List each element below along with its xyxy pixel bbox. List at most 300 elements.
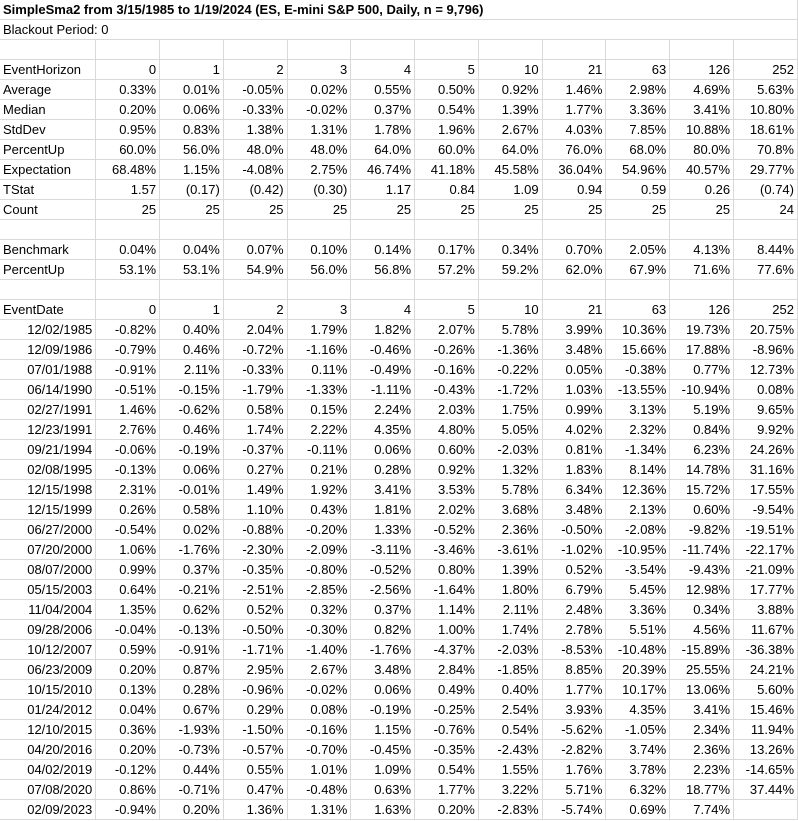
stats-value-cell[interactable]: -0.02% xyxy=(287,100,351,120)
event-value-cell[interactable]: 2.76% xyxy=(96,420,160,440)
stats-row-label[interactable]: Median xyxy=(0,100,96,120)
benchmark-value-cell[interactable]: 0.17% xyxy=(415,240,479,260)
event-value-cell[interactable]: 1.14% xyxy=(415,600,479,620)
event-value-cell[interactable]: 3.88% xyxy=(734,600,798,620)
stats-row-label[interactable]: Count xyxy=(0,200,96,220)
event-value-cell[interactable]: 5.05% xyxy=(478,420,542,440)
empty-cell[interactable] xyxy=(542,40,606,60)
event-value-cell[interactable]: 0.60% xyxy=(670,500,734,520)
event-value-cell[interactable]: 1.83% xyxy=(542,460,606,480)
stats-value-cell[interactable]: 45.58% xyxy=(478,160,542,180)
stats-value-cell[interactable]: 56.0% xyxy=(160,140,224,160)
event-value-cell[interactable]: -0.15% xyxy=(160,380,224,400)
event-value-cell[interactable]: -0.51% xyxy=(96,380,160,400)
event-value-cell[interactable]: 4.35% xyxy=(351,420,415,440)
stats-value-cell[interactable]: 64.0% xyxy=(478,140,542,160)
event-value-cell[interactable]: 3.99% xyxy=(542,320,606,340)
event-value-cell[interactable]: 0.21% xyxy=(287,460,351,480)
event-value-cell[interactable]: 3.48% xyxy=(542,500,606,520)
event-value-cell[interactable]: 1.76% xyxy=(542,760,606,780)
stats-value-cell[interactable]: 68.0% xyxy=(606,140,670,160)
event-value-cell[interactable]: -2.03% xyxy=(478,640,542,660)
horizon-header-cell[interactable]: 5 xyxy=(415,60,479,80)
event-value-cell[interactable]: -0.91% xyxy=(160,640,224,660)
event-value-cell[interactable]: 0.36% xyxy=(96,720,160,740)
event-value-cell[interactable]: 3.78% xyxy=(606,760,670,780)
event-date-cell[interactable]: 02/09/2023 xyxy=(0,800,96,820)
event-value-cell[interactable]: 5.71% xyxy=(542,780,606,800)
event-value-cell[interactable]: 3.68% xyxy=(478,500,542,520)
event-value-cell[interactable]: -1.16% xyxy=(287,340,351,360)
stats-value-cell[interactable]: 0.01% xyxy=(160,80,224,100)
event-date-cell[interactable]: 02/27/1991 xyxy=(0,400,96,420)
event-value-cell[interactable]: -15.89% xyxy=(670,640,734,660)
event-value-cell[interactable]: 10.17% xyxy=(606,680,670,700)
event-date-cell[interactable]: 07/20/2000 xyxy=(0,540,96,560)
event-value-cell[interactable]: 3.74% xyxy=(606,740,670,760)
event-value-cell[interactable]: -0.13% xyxy=(160,620,224,640)
stats-value-cell[interactable]: (0.30) xyxy=(287,180,351,200)
event-value-cell[interactable]: 0.11% xyxy=(287,360,351,380)
horizon-header-cell[interactable]: 63 xyxy=(606,300,670,320)
benchmark-row-label[interactable]: PercentUp xyxy=(0,260,96,280)
event-value-cell[interactable]: 3.53% xyxy=(415,480,479,500)
event-value-cell[interactable]: 0.20% xyxy=(96,740,160,760)
stats-value-cell[interactable]: -0.33% xyxy=(223,100,287,120)
stats-value-cell[interactable]: 3.36% xyxy=(606,100,670,120)
event-value-cell[interactable]: 1.32% xyxy=(478,460,542,480)
event-value-cell[interactable]: -1.64% xyxy=(415,580,479,600)
stats-value-cell[interactable]: 10.80% xyxy=(734,100,798,120)
stats-value-cell[interactable]: 25 xyxy=(415,200,479,220)
event-value-cell[interactable]: 0.77% xyxy=(670,360,734,380)
stats-value-cell[interactable]: 0.02% xyxy=(287,80,351,100)
horizon-header-cell[interactable]: 1 xyxy=(160,60,224,80)
stats-value-cell[interactable]: 68.48% xyxy=(96,160,160,180)
event-value-cell[interactable]: -2.56% xyxy=(351,580,415,600)
event-value-cell[interactable]: 37.44% xyxy=(734,780,798,800)
event-value-cell[interactable]: -14.65% xyxy=(734,760,798,780)
event-date-cell[interactable]: 12/10/2015 xyxy=(0,720,96,740)
event-value-cell[interactable]: -0.76% xyxy=(415,720,479,740)
event-value-cell[interactable]: 1.00% xyxy=(415,620,479,640)
event-value-cell[interactable]: -1.40% xyxy=(287,640,351,660)
event-value-cell[interactable]: 14.78% xyxy=(670,460,734,480)
event-value-cell[interactable]: -0.88% xyxy=(223,520,287,540)
empty-cell[interactable] xyxy=(160,220,224,240)
event-value-cell[interactable]: 18.77% xyxy=(670,780,734,800)
horizon-header-cell[interactable]: 2 xyxy=(223,60,287,80)
empty-cell[interactable] xyxy=(160,280,224,300)
benchmark-value-cell[interactable]: 0.04% xyxy=(160,240,224,260)
event-value-cell[interactable]: 0.59% xyxy=(96,640,160,660)
event-value-cell[interactable]: -8.96% xyxy=(734,340,798,360)
event-value-cell[interactable]: -2.51% xyxy=(223,580,287,600)
event-value-cell[interactable]: -0.94% xyxy=(96,800,160,820)
stats-value-cell[interactable]: 1.39% xyxy=(478,100,542,120)
event-value-cell[interactable]: 2.48% xyxy=(542,600,606,620)
event-value-cell[interactable]: -36.38% xyxy=(734,640,798,660)
event-value-cell[interactable]: -13.55% xyxy=(606,380,670,400)
stats-value-cell[interactable]: -4.08% xyxy=(223,160,287,180)
empty-cell[interactable] xyxy=(415,280,479,300)
event-value-cell[interactable]: -1.79% xyxy=(223,380,287,400)
event-value-cell[interactable]: -5.74% xyxy=(542,800,606,820)
event-value-cell[interactable]: 3.36% xyxy=(606,600,670,620)
event-value-cell[interactable]: 0.06% xyxy=(160,460,224,480)
event-value-cell[interactable]: 6.34% xyxy=(542,480,606,500)
benchmark-value-cell[interactable]: 0.07% xyxy=(223,240,287,260)
benchmark-value-cell[interactable]: 71.6% xyxy=(670,260,734,280)
event-value-cell[interactable]: 1.77% xyxy=(542,680,606,700)
event-value-cell[interactable]: 1.75% xyxy=(478,400,542,420)
stats-value-cell[interactable]: 2.98% xyxy=(606,80,670,100)
event-date-cell[interactable]: 10/15/2010 xyxy=(0,680,96,700)
horizon-header-cell[interactable]: 252 xyxy=(734,60,798,80)
event-value-cell[interactable]: 2.95% xyxy=(223,660,287,680)
event-value-cell[interactable]: 1.39% xyxy=(478,560,542,580)
event-value-cell[interactable]: 0.27% xyxy=(223,460,287,480)
event-value-cell[interactable]: 4.80% xyxy=(415,420,479,440)
event-value-cell[interactable]: 3.22% xyxy=(478,780,542,800)
horizon-header-cell[interactable]: 3 xyxy=(287,300,351,320)
stats-value-cell[interactable]: 1.77% xyxy=(542,100,606,120)
event-value-cell[interactable]: -3.11% xyxy=(351,540,415,560)
event-value-cell[interactable]: 2.11% xyxy=(478,600,542,620)
event-value-cell[interactable]: 0.05% xyxy=(542,360,606,380)
event-value-cell[interactable]: 17.77% xyxy=(734,580,798,600)
stats-value-cell[interactable]: (0.74) xyxy=(734,180,798,200)
empty-cell[interactable] xyxy=(351,40,415,60)
event-value-cell[interactable]: 6.23% xyxy=(670,440,734,460)
event-value-cell[interactable]: 0.52% xyxy=(223,600,287,620)
event-value-cell[interactable]: -8.53% xyxy=(542,640,606,660)
stats-value-cell[interactable]: 1.46% xyxy=(542,80,606,100)
report-title[interactable]: SimpleSma2 from 3/15/1985 to 1/19/2024 (ES, E-mini S&P 500, Daily, n = 9,796) xyxy=(0,0,798,20)
event-value-cell[interactable]: 0.37% xyxy=(160,560,224,580)
stats-value-cell[interactable]: 7.85% xyxy=(606,120,670,140)
stats-row-label[interactable]: StdDev xyxy=(0,120,96,140)
benchmark-value-cell[interactable]: 4.13% xyxy=(670,240,734,260)
stats-value-cell[interactable]: 0.54% xyxy=(415,100,479,120)
event-value-cell[interactable]: -22.17% xyxy=(734,540,798,560)
horizon-header-cell[interactable]: 126 xyxy=(670,300,734,320)
event-value-cell[interactable]: 5.45% xyxy=(606,580,670,600)
horizon-header-label[interactable]: EventHorizon xyxy=(0,60,96,80)
event-value-cell[interactable]: -1.76% xyxy=(351,640,415,660)
horizon-header-cell[interactable]: 21 xyxy=(542,60,606,80)
event-value-cell[interactable]: 3.41% xyxy=(351,480,415,500)
event-value-cell[interactable]: 0.67% xyxy=(160,700,224,720)
event-value-cell[interactable]: 2.54% xyxy=(478,700,542,720)
benchmark-value-cell[interactable]: 62.0% xyxy=(542,260,606,280)
stats-value-cell[interactable]: 46.74% xyxy=(351,160,415,180)
event-value-cell[interactable]: -0.72% xyxy=(223,340,287,360)
event-value-cell[interactable]: 3.48% xyxy=(351,660,415,680)
event-value-cell[interactable]: -2.83% xyxy=(478,800,542,820)
empty-cell[interactable] xyxy=(734,220,798,240)
empty-cell[interactable] xyxy=(415,220,479,240)
empty-cell[interactable] xyxy=(542,220,606,240)
empty-cell[interactable] xyxy=(542,280,606,300)
empty-cell[interactable] xyxy=(0,280,96,300)
benchmark-value-cell[interactable]: 0.14% xyxy=(351,240,415,260)
event-date-cell[interactable]: 06/23/2009 xyxy=(0,660,96,680)
empty-cell[interactable] xyxy=(287,40,351,60)
event-value-cell[interactable]: 7.74% xyxy=(670,800,734,820)
benchmark-row-label[interactable]: Benchmark xyxy=(0,240,96,260)
horizon-header-cell[interactable]: 126 xyxy=(670,60,734,80)
event-value-cell[interactable]: 2.24% xyxy=(351,400,415,420)
event-value-cell[interactable]: -0.48% xyxy=(287,780,351,800)
stats-value-cell[interactable]: 1.38% xyxy=(223,120,287,140)
empty-cell[interactable] xyxy=(287,220,351,240)
benchmark-value-cell[interactable]: 0.70% xyxy=(542,240,606,260)
event-value-cell[interactable]: 2.11% xyxy=(160,360,224,380)
event-value-cell[interactable]: 0.92% xyxy=(415,460,479,480)
event-value-cell[interactable]: -0.25% xyxy=(415,700,479,720)
event-value-cell[interactable]: 10.36% xyxy=(606,320,670,340)
event-value-cell[interactable]: 0.37% xyxy=(351,600,415,620)
stats-value-cell[interactable]: 5.63% xyxy=(734,80,798,100)
event-date-cell[interactable]: 02/08/1995 xyxy=(0,460,96,480)
event-date-cell[interactable]: 07/08/2020 xyxy=(0,780,96,800)
stats-value-cell[interactable]: 25 xyxy=(606,200,670,220)
stats-value-cell[interactable]: 41.18% xyxy=(415,160,479,180)
event-value-cell[interactable]: 15.66% xyxy=(606,340,670,360)
stats-value-cell[interactable]: 0.83% xyxy=(160,120,224,140)
event-value-cell[interactable]: -2.03% xyxy=(478,440,542,460)
stats-value-cell[interactable]: 0.20% xyxy=(96,100,160,120)
event-value-cell[interactable]: 0.63% xyxy=(351,780,415,800)
event-value-cell[interactable]: 0.04% xyxy=(96,700,160,720)
benchmark-value-cell[interactable]: 59.2% xyxy=(478,260,542,280)
stats-value-cell[interactable]: 25 xyxy=(478,200,542,220)
event-value-cell[interactable]: 2.67% xyxy=(287,660,351,680)
event-value-cell[interactable]: 0.29% xyxy=(223,700,287,720)
event-value-cell[interactable]: 8.85% xyxy=(542,660,606,680)
empty-cell[interactable] xyxy=(96,280,160,300)
event-value-cell[interactable]: -0.19% xyxy=(351,700,415,720)
event-value-cell[interactable]: 0.08% xyxy=(287,700,351,720)
event-value-cell[interactable]: 0.34% xyxy=(670,600,734,620)
benchmark-value-cell[interactable]: 0.10% xyxy=(287,240,351,260)
event-value-cell[interactable]: 0.54% xyxy=(415,760,479,780)
event-value-cell[interactable]: -5.62% xyxy=(542,720,606,740)
event-value-cell[interactable]: -2.82% xyxy=(542,740,606,760)
event-date-cell[interactable]: 10/12/2007 xyxy=(0,640,96,660)
event-value-cell[interactable]: 1.31% xyxy=(287,800,351,820)
stats-value-cell[interactable]: 1.96% xyxy=(415,120,479,140)
event-value-cell[interactable]: 1.82% xyxy=(351,320,415,340)
stats-value-cell[interactable]: 40.57% xyxy=(670,160,734,180)
event-value-cell[interactable]: 1.35% xyxy=(96,600,160,620)
event-value-cell[interactable]: 0.84% xyxy=(670,420,734,440)
event-value-cell[interactable]: -10.48% xyxy=(606,640,670,660)
event-value-cell[interactable]: -9.54% xyxy=(734,500,798,520)
stats-value-cell[interactable]: 0.95% xyxy=(96,120,160,140)
horizon-header-cell[interactable]: 4 xyxy=(351,300,415,320)
benchmark-value-cell[interactable]: 53.1% xyxy=(96,260,160,280)
horizon-header-cell[interactable]: 5 xyxy=(415,300,479,320)
benchmark-value-cell[interactable]: 53.1% xyxy=(160,260,224,280)
event-value-cell[interactable]: -1.34% xyxy=(606,440,670,460)
event-value-cell[interactable]: 6.32% xyxy=(606,780,670,800)
event-value-cell[interactable]: 17.55% xyxy=(734,480,798,500)
event-value-cell[interactable]: 1.81% xyxy=(351,500,415,520)
empty-cell[interactable] xyxy=(223,220,287,240)
horizon-header-cell[interactable]: 2 xyxy=(223,300,287,320)
event-value-cell[interactable]: -2.43% xyxy=(478,740,542,760)
event-value-cell[interactable]: 0.52% xyxy=(542,560,606,580)
horizon-header-cell[interactable]: 21 xyxy=(542,300,606,320)
event-value-cell[interactable]: 1.06% xyxy=(96,540,160,560)
benchmark-value-cell[interactable]: 0.04% xyxy=(96,240,160,260)
stats-value-cell[interactable]: 25 xyxy=(160,200,224,220)
event-value-cell[interactable]: 25.55% xyxy=(670,660,734,680)
event-value-cell[interactable]: 9.92% xyxy=(734,420,798,440)
benchmark-value-cell[interactable]: 56.0% xyxy=(287,260,351,280)
event-value-cell[interactable]: -2.30% xyxy=(223,540,287,560)
event-value-cell[interactable]: 20.75% xyxy=(734,320,798,340)
event-value-cell[interactable]: -0.16% xyxy=(415,360,479,380)
event-value-cell[interactable]: -0.52% xyxy=(415,520,479,540)
event-value-cell[interactable]: -0.57% xyxy=(223,740,287,760)
event-value-cell[interactable]: -0.22% xyxy=(478,360,542,380)
event-value-cell[interactable]: 5.19% xyxy=(670,400,734,420)
event-value-cell[interactable]: 0.08% xyxy=(734,380,798,400)
stats-row-label[interactable]: TStat xyxy=(0,180,96,200)
event-value-cell[interactable]: -21.09% xyxy=(734,560,798,580)
event-value-cell[interactable]: -0.43% xyxy=(415,380,479,400)
event-value-cell[interactable]: -1.71% xyxy=(223,640,287,660)
event-date-cell[interactable]: 12/15/1998 xyxy=(0,480,96,500)
event-value-cell[interactable]: 1.80% xyxy=(478,580,542,600)
event-value-cell[interactable]: -10.95% xyxy=(606,540,670,560)
stats-value-cell[interactable]: 25 xyxy=(223,200,287,220)
event-value-cell[interactable]: -1.36% xyxy=(478,340,542,360)
event-value-cell[interactable]: -0.12% xyxy=(96,760,160,780)
event-value-cell[interactable]: -4.37% xyxy=(415,640,479,660)
event-value-cell[interactable]: 31.16% xyxy=(734,460,798,480)
event-value-cell[interactable]: 2.36% xyxy=(670,740,734,760)
event-value-cell[interactable]: 5.78% xyxy=(478,480,542,500)
event-value-cell[interactable]: -10.94% xyxy=(670,380,734,400)
event-value-cell[interactable]: -0.30% xyxy=(287,620,351,640)
event-value-cell[interactable]: 4.56% xyxy=(670,620,734,640)
event-value-cell[interactable]: 3.93% xyxy=(542,700,606,720)
event-value-cell[interactable]: -0.52% xyxy=(351,560,415,580)
event-value-cell[interactable]: 0.99% xyxy=(96,560,160,580)
stats-value-cell[interactable]: 48.0% xyxy=(223,140,287,160)
stats-value-cell[interactable]: 0.06% xyxy=(160,100,224,120)
event-value-cell[interactable]: 0.44% xyxy=(160,760,224,780)
stats-value-cell[interactable]: 18.61% xyxy=(734,120,798,140)
event-value-cell[interactable]: 1.74% xyxy=(223,420,287,440)
event-date-cell[interactable]: 04/20/2016 xyxy=(0,740,96,760)
stats-value-cell[interactable]: 0.26 xyxy=(670,180,734,200)
event-value-cell[interactable]: 1.49% xyxy=(223,480,287,500)
event-value-cell[interactable]: 2.36% xyxy=(478,520,542,540)
event-value-cell[interactable]: -0.50% xyxy=(542,520,606,540)
event-value-cell[interactable]: 3.41% xyxy=(670,700,734,720)
stats-value-cell[interactable]: 36.04% xyxy=(542,160,606,180)
stats-value-cell[interactable]: 76.0% xyxy=(542,140,606,160)
event-value-cell[interactable]: 2.07% xyxy=(415,320,479,340)
event-value-cell[interactable]: -0.49% xyxy=(351,360,415,380)
event-value-cell[interactable]: 0.28% xyxy=(351,460,415,480)
event-value-cell[interactable]: -0.21% xyxy=(160,580,224,600)
stats-value-cell[interactable]: 2.75% xyxy=(287,160,351,180)
stats-value-cell[interactable]: 48.0% xyxy=(287,140,351,160)
event-value-cell[interactable]: -19.51% xyxy=(734,520,798,540)
event-value-cell[interactable]: 1.79% xyxy=(287,320,351,340)
event-value-cell[interactable]: -0.62% xyxy=(160,400,224,420)
stats-value-cell[interactable]: 25 xyxy=(670,200,734,220)
event-value-cell[interactable]: -0.79% xyxy=(96,340,160,360)
event-value-cell[interactable]: 1.77% xyxy=(415,780,479,800)
event-value-cell[interactable]: 0.58% xyxy=(223,400,287,420)
event-value-cell[interactable]: 0.46% xyxy=(160,340,224,360)
event-value-cell[interactable]: -0.19% xyxy=(160,440,224,460)
empty-cell[interactable] xyxy=(223,280,287,300)
event-value-cell[interactable]: 5.51% xyxy=(606,620,670,640)
stats-value-cell[interactable]: 24 xyxy=(734,200,798,220)
horizon-header-cell[interactable]: 1 xyxy=(160,300,224,320)
stats-value-cell[interactable]: 0.33% xyxy=(96,80,160,100)
event-value-cell[interactable]: 0.06% xyxy=(351,680,415,700)
event-value-cell[interactable]: 3.48% xyxy=(542,340,606,360)
event-value-cell[interactable]: 11.94% xyxy=(734,720,798,740)
event-value-cell[interactable]: 0.69% xyxy=(606,800,670,820)
stats-row-label[interactable]: Expectation xyxy=(0,160,96,180)
stats-value-cell[interactable]: 0.84 xyxy=(415,180,479,200)
event-value-cell[interactable]: -1.02% xyxy=(542,540,606,560)
event-value-cell[interactable]: -0.71% xyxy=(160,780,224,800)
event-value-cell[interactable]: 24.26% xyxy=(734,440,798,460)
event-date-cell[interactable]: 06/27/2000 xyxy=(0,520,96,540)
event-value-cell[interactable]: 17.88% xyxy=(670,340,734,360)
empty-cell[interactable] xyxy=(96,220,160,240)
stats-value-cell[interactable]: 1.31% xyxy=(287,120,351,140)
stats-value-cell[interactable]: 60.0% xyxy=(415,140,479,160)
empty-cell[interactable] xyxy=(478,280,542,300)
benchmark-value-cell[interactable]: 0.34% xyxy=(478,240,542,260)
event-date-cell[interactable]: 06/14/1990 xyxy=(0,380,96,400)
horizon-header-cell[interactable]: 10 xyxy=(478,300,542,320)
stats-value-cell[interactable]: 1.15% xyxy=(160,160,224,180)
event-value-cell[interactable]: 0.49% xyxy=(415,680,479,700)
event-value-cell[interactable]: 1.33% xyxy=(351,520,415,540)
event-value-cell[interactable]: 0.62% xyxy=(160,600,224,620)
event-value-cell[interactable]: 0.58% xyxy=(160,500,224,520)
stats-row-label[interactable]: PercentUp xyxy=(0,140,96,160)
event-value-cell[interactable]: 2.23% xyxy=(670,760,734,780)
event-value-cell[interactable]: 0.26% xyxy=(96,500,160,520)
event-value-cell[interactable]: 0.20% xyxy=(415,800,479,820)
empty-cell[interactable] xyxy=(287,280,351,300)
event-value-cell[interactable]: 2.31% xyxy=(96,480,160,500)
event-value-cell[interactable]: 0.55% xyxy=(223,760,287,780)
event-value-cell[interactable]: 0.20% xyxy=(96,660,160,680)
event-value-cell[interactable]: 13.26% xyxy=(734,740,798,760)
event-value-cell[interactable]: -0.82% xyxy=(96,320,160,340)
stats-value-cell[interactable]: 70.8% xyxy=(734,140,798,160)
event-value-cell[interactable]: 1.55% xyxy=(478,760,542,780)
event-value-cell[interactable]: -1.76% xyxy=(160,540,224,560)
stats-value-cell[interactable]: -0.05% xyxy=(223,80,287,100)
event-value-cell[interactable]: -0.38% xyxy=(606,360,670,380)
